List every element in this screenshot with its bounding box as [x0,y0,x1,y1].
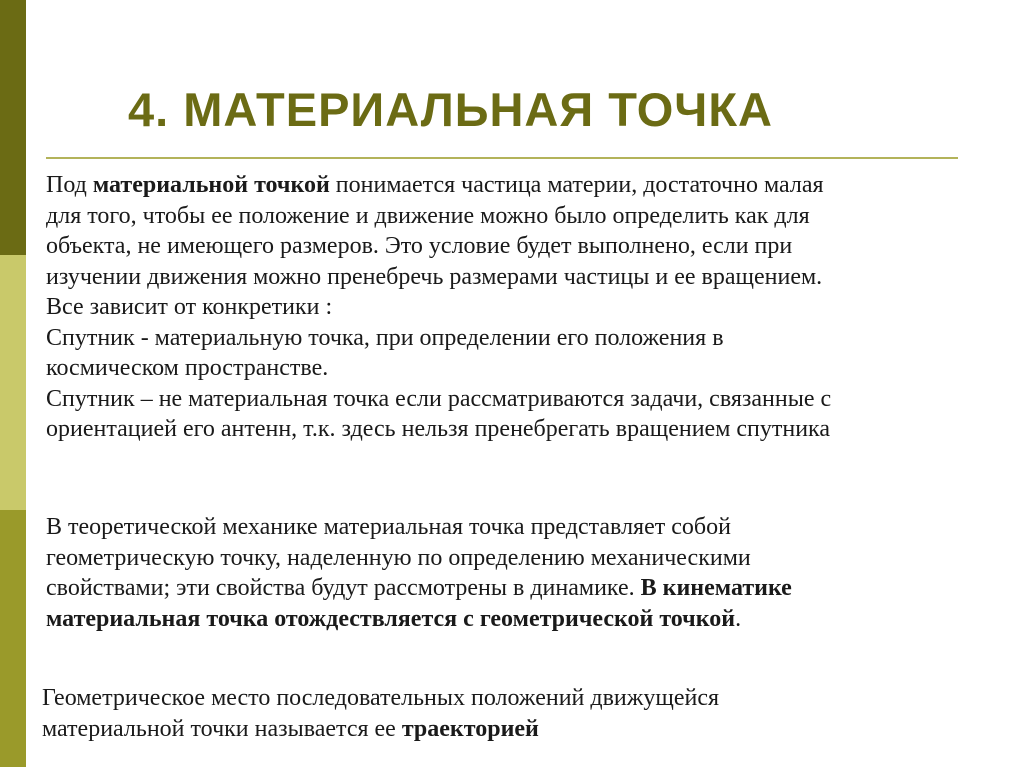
theory-paragraph [46,512,996,634]
title-divider [46,157,958,159]
slide-title: 4. МАТЕРИАЛЬНАЯ ТОЧКА [128,83,773,136]
accent-bar-middle [0,255,26,510]
text-line: изучении движения можно пренебречь размерами частицы и ее вращением. [46,263,823,290]
text: материальной точки называется ее [42,715,402,742]
bold-term: материальной точкой [92,172,330,198]
bold-term: траекторией [401,715,539,742]
text-line: Все зависит от конкретики : [46,294,333,320]
trajectory-paragraph [42,683,992,744]
text-line: объекта, не имеющего размеров. Это условие будет выполнено, если при [46,233,793,259]
bold-term: материальная точка отождествляется с геометрической точкой [46,605,736,632]
definition-paragraph [46,170,996,445]
text-line [46,170,996,201]
text: . [735,605,742,632]
text-line: ориентацией его антенн, т.к. здесь нельзя пренебрегать вращением спутника [46,416,830,442]
text-line [46,604,996,635]
text-line: для того, чтобы ее положение и движение можно было определить как для [46,202,810,229]
text-line: В теоретической механике материальная точка представляет собой [46,514,731,540]
text-line [46,573,996,604]
text-line: Спутник – не материальная точка если рассматриваются задачи, связанные с [46,385,832,412]
text-line: Геометрическое место последовательных положений движущейся [42,685,720,711]
text: Под [46,172,93,198]
text: свойствами; эти свойства будут рассмотрены в динамике. [46,575,641,601]
text-line [42,714,992,745]
text-line: космическом пространстве. [46,355,329,381]
accent-bar-bottom [0,510,26,767]
bold-term: В кинематике [640,575,792,601]
text-line: Спутник - материальную точка, при определении его положения в [46,324,724,351]
accent-bar-top [0,0,26,255]
text-line: геометрическую точку, наделенную по определению механическими [46,544,751,571]
text: понимается частица материи, достаточно малая [329,172,824,198]
